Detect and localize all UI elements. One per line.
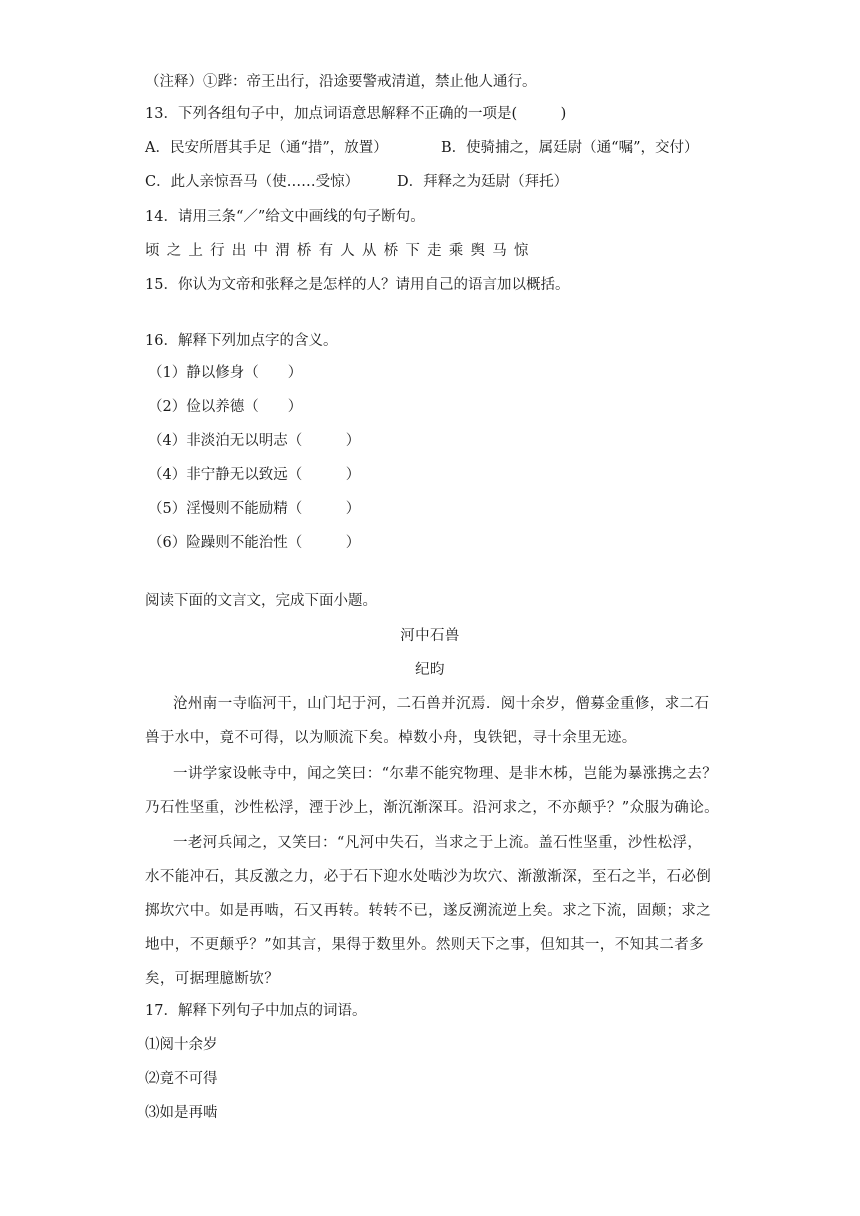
passage-title: 河中石兽	[400, 628, 460, 644]
sentence-to-punctuate: 顷之上行出中渭桥有人从桥下走乘舆马惊	[145, 243, 536, 259]
passage-line: 地中，不更颠乎？”如其言，果得于数里外。然则天下之事，但知其一，不知其二者多	[145, 937, 705, 953]
question-17: 17．解释下列句子中加点的词语。	[145, 1003, 367, 1019]
question-14: 14．请用三条“／”给文中画线的句子断句。	[145, 209, 425, 225]
option-13d: D．拜释之为廷尉（拜托）	[397, 174, 569, 190]
passage-author: 纪昀	[415, 662, 445, 678]
annotation-note: （注释）①跸：帝王出行，沿途要警戒清道，禁止他人通行。	[145, 74, 537, 90]
passage-line: 一讲学家设帐寺中，闻之笑曰：“尔辈不能究物理、是非木柹，岂能为暴涨携之去？	[173, 766, 718, 782]
question-16-item-5: （5）淫慢则不能励精（ ）	[148, 501, 361, 517]
passage-line: 兽于水中，竟不可得，以为顺流下矣。棹数小舟，曳铁钯，寻十余里无迹。	[145, 730, 637, 746]
question-17-item-1: ⑴阅十余岁	[145, 1037, 218, 1053]
question-17-item-2: ⑵竟不可得	[145, 1071, 218, 1087]
question-16: 16．解释下列加点字的含义。	[145, 333, 338, 349]
question-17-item-3: ⑶如是再啮	[145, 1105, 218, 1121]
passage-line: 水不能冲石，其反激之力，必于石下迎水处啮沙为坎穴、渐激渐深，至石之半，石必倒	[145, 869, 712, 885]
passage-line: 一老河兵闻之，又笑曰：“凡河中失石，当求之于上流。盖石性坚重，沙性松浮，	[173, 835, 703, 851]
question-16-item-6: （6）险躁则不能治性（ ）	[148, 535, 361, 551]
option-13a: A．民安所厝其手足（通“措”，放置）	[145, 140, 388, 156]
question-13: 13．下列各组句子中，加点词语意思解释不正确的一项是( )	[145, 106, 567, 122]
option-13b: B．使骑捕之，属廷尉（通“嘱”，交付）	[441, 140, 699, 156]
passage-line: 沧州南一寺临河干，山门圮于河，二石兽并沉焉．阅十余岁，僧募金重修，求二石	[173, 696, 710, 712]
reading-instruction: 阅读下面的文言文，完成下面小题。	[145, 593, 377, 609]
question-16-item-1: （1）静以修身（ ）	[148, 365, 303, 381]
option-13c: C．此人亲惊吾马（使……受惊）	[145, 174, 360, 190]
question-16-item-2: （2）俭以养德（ ）	[148, 399, 303, 415]
passage-line: 矣，可据理臆断欤？	[145, 971, 280, 987]
question-15: 15．你认为文帝和张释之是怎样的人？请用自己的语言加以概括。	[145, 277, 570, 293]
passage-line: 乃石性坚重，沙性松浮，湮于沙上，渐沉渐深耳。沿河求之，不亦颠乎？”众服为确论。	[145, 800, 720, 816]
question-16-item-3: （4）非淡泊无以明志（ ）	[148, 433, 361, 449]
question-16-item-4: （4）非宁静无以致远（ ）	[148, 467, 361, 483]
passage-line: 掷坎穴中。如是再啮，石又再转。转转不已，遂反溯流逆上矣。求之下流，固颠；求之	[145, 903, 712, 919]
